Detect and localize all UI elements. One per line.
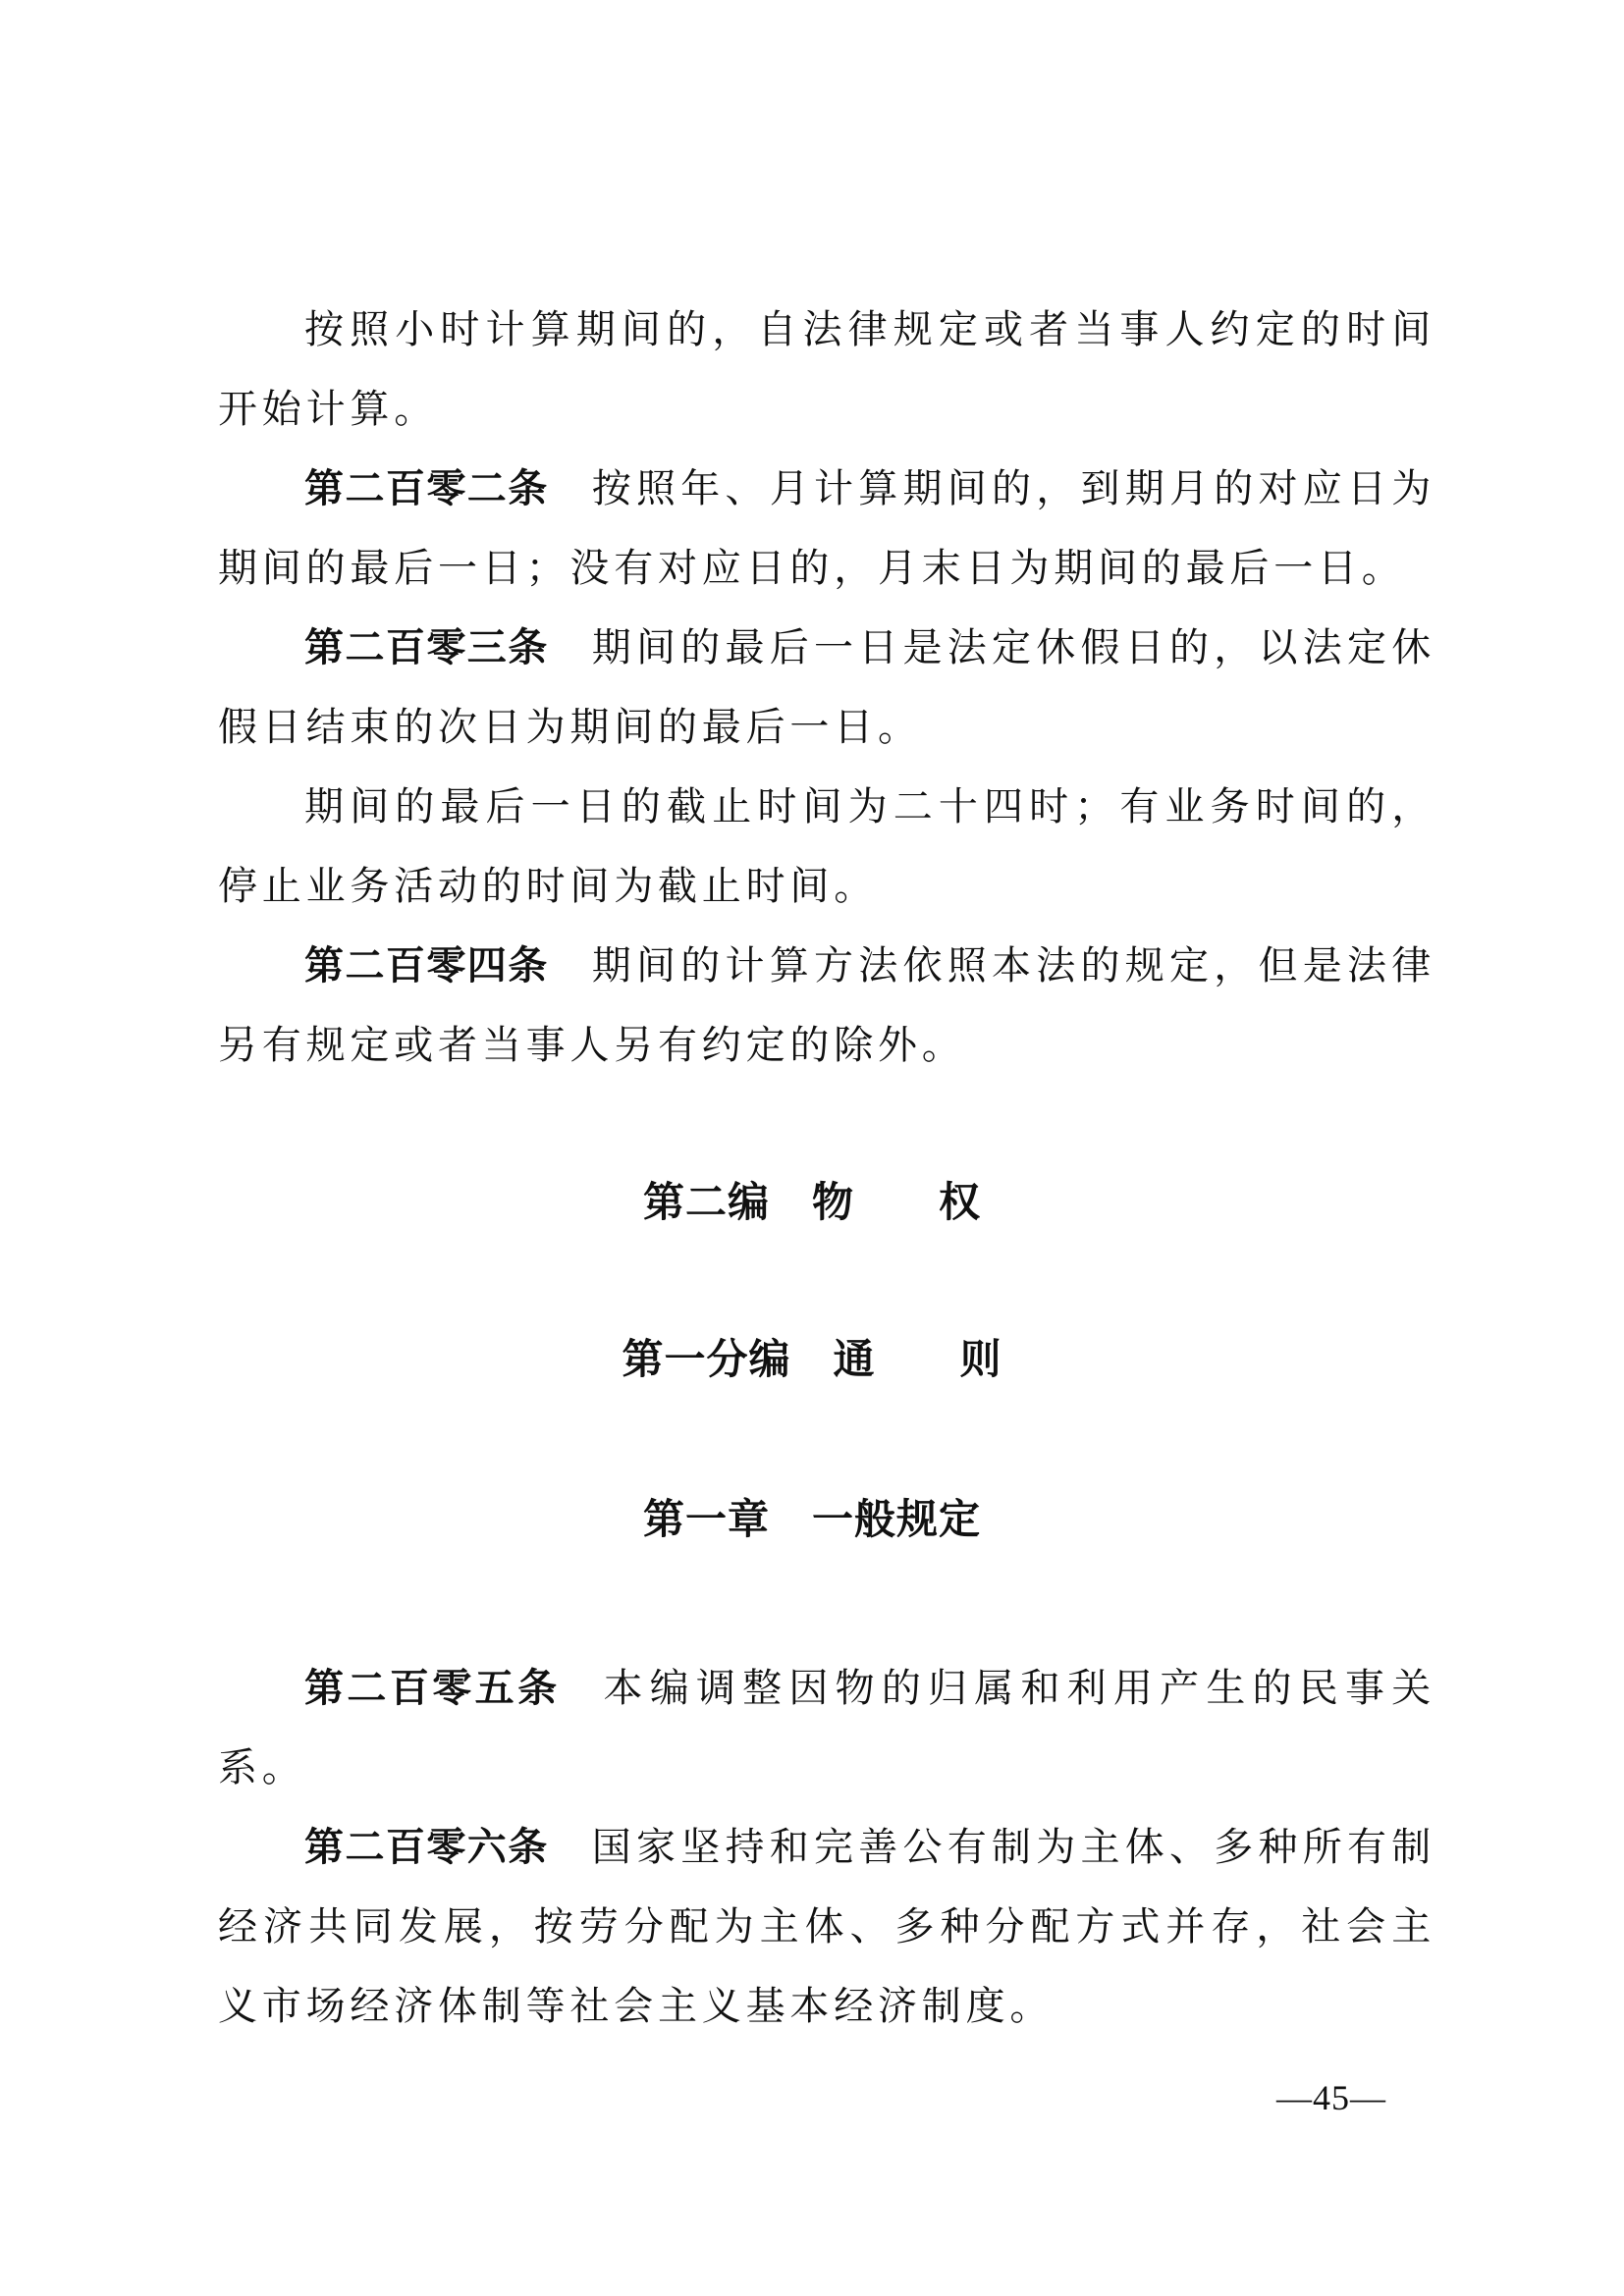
article-text: 期间的计算方法依照本法的规定，但是法律另有规定或者当事人另有约定的除外。 — [218, 943, 1435, 1068]
article-203 — [218, 609, 1435, 768]
article-205 — [218, 1649, 1435, 1808]
article-text: 国家坚持和完善公有制为主体、多种所有制经济共同发展，按劳分配为主体、多种分配方式并存，社会主义市场经济体制等社会主义基本经济制度。 — [218, 1825, 1435, 2029]
article-label: 第二百零五条 — [304, 1666, 561, 1711]
paragraph-text: 按照小时计算期间的，自法律规定或者当事人约定的时间开始计算。 — [218, 307, 1435, 432]
article-text: 本编调整因物的归属和利用产生的民事关系。 — [218, 1666, 1436, 1790]
book-heading: 第二编 物 权 — [642, 1178, 981, 1226]
part-heading: 第一分编 通 则 — [622, 1335, 1002, 1383]
top-text-block — [218, 291, 1435, 1086]
article-text: 期间的最后一日是法定休假日的，以法定休假日结束的次日为期间的最后一日。 — [218, 625, 1435, 750]
page-number: —45— — [1276, 2078, 1386, 2117]
bottom-text-block — [218, 1649, 1435, 2047]
article-label: 第二百零二条 — [304, 466, 549, 511]
article-label: 第二百零三条 — [304, 625, 549, 670]
article-label: 第二百零六条 — [304, 1825, 549, 1870]
article-label: 第二百零四条 — [304, 943, 549, 988]
article-206 — [218, 1808, 1435, 2047]
paragraph-text: 期间的最后一日的截止时间为二十四时；有业务时间的，停止业务活动的时间为截止时间。 — [218, 784, 1435, 909]
chapter-heading: 第一章 一般规定 — [642, 1495, 981, 1543]
article-204 — [218, 927, 1435, 1086]
article-202 — [218, 450, 1435, 609]
paragraph — [218, 768, 1435, 927]
article-text: 按照年、月计算期间的，到期月的对应日为期间的最后一日；没有对应日的，月末日为期间的最后一日。 — [218, 466, 1435, 591]
paragraph — [218, 291, 1435, 450]
